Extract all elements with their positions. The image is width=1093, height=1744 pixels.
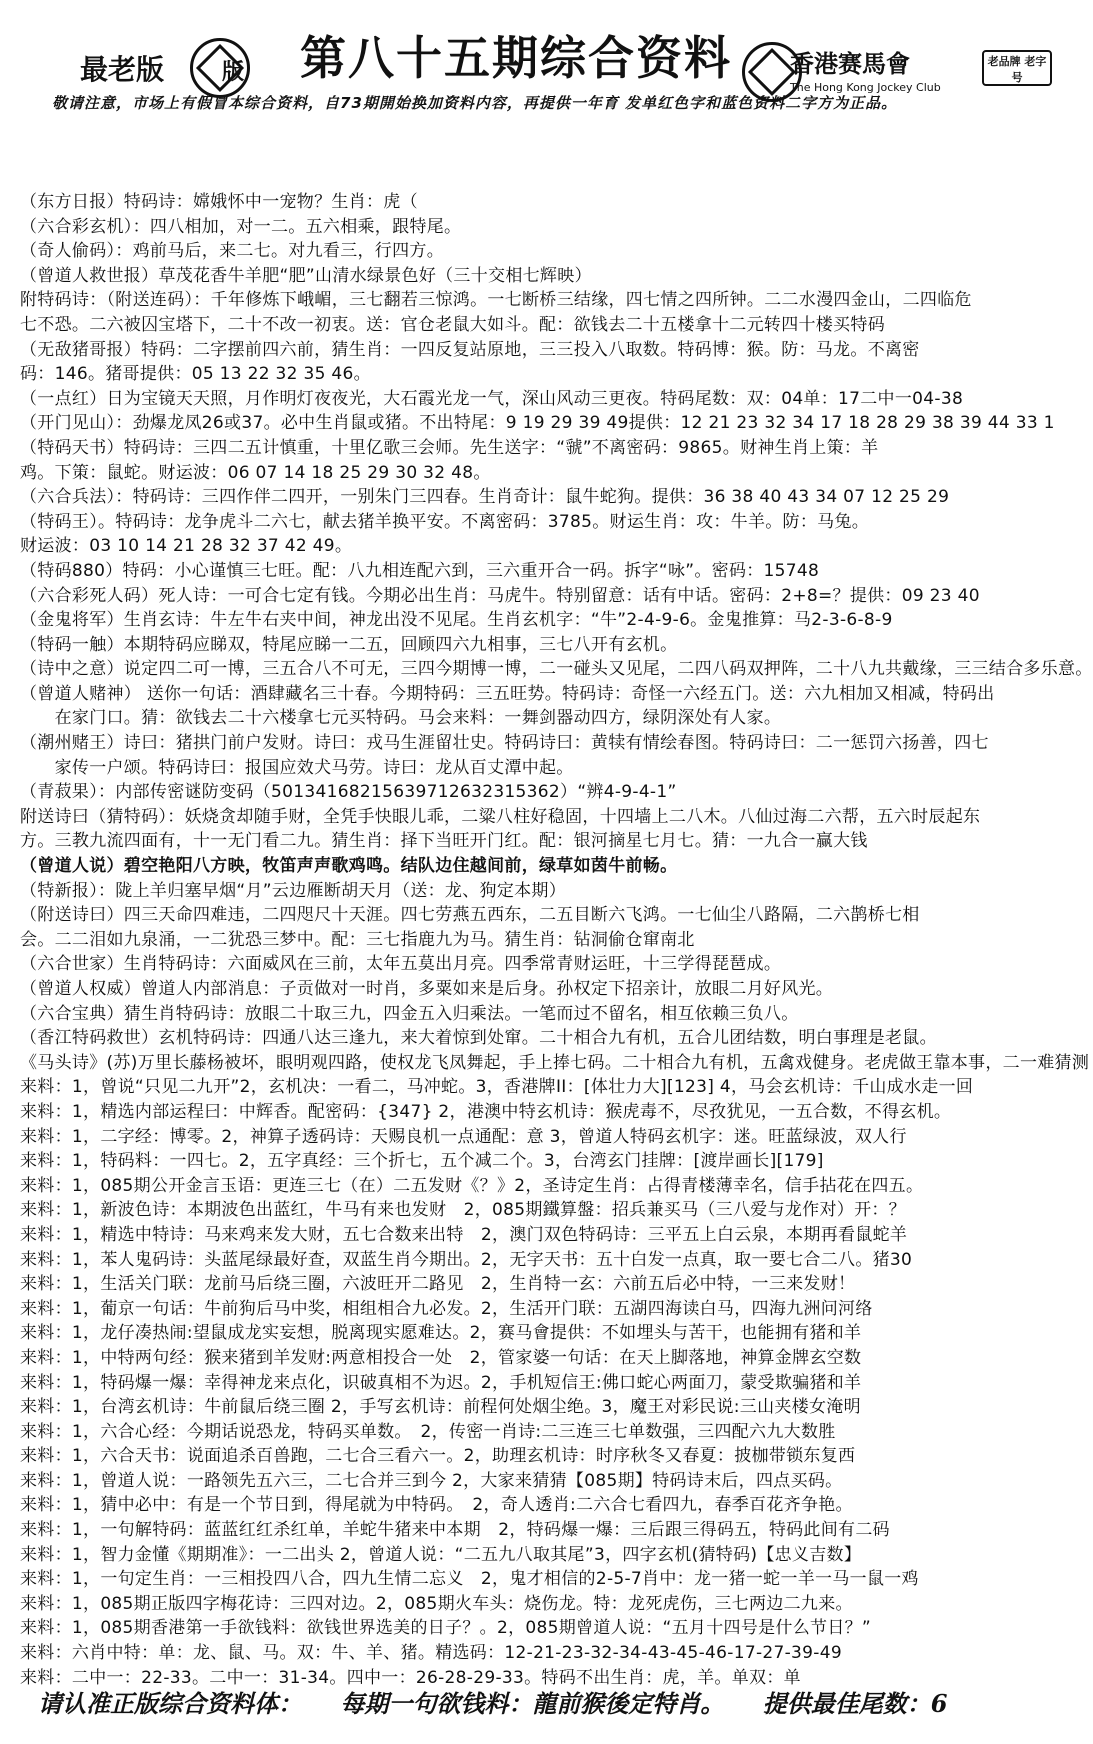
text-line: 方。三教九流四面有，十一无门看二九。猜生肖：择下当旺开门红。配：银河摘星七月七。猜：一九合一赢大钱 [20,831,868,852]
text-line: 家传一户颂。特码诗曰：报国应效犬马劳。诗曰：龙从百丈潭中起。 [20,757,574,778]
authenticity-notice: 敬请注意，市场上有假冒本综合资料，自73期開始换加资料内容，再提供一年育 发单红色字和蓝色资料二字方为正品。 [52,94,898,112]
text-line: 来料：1，葡京一句话：牛前狗后马中奖，相组相合九必发。2，生活开门联：五湖四海读白马，四海九洲问河络 [20,1298,873,1319]
text-line: （六合兵法）：特码诗：三四作伴二四开，一别朱门三四春。生肖奇计：鼠牛蛇狗。提供：36 38 40 43 34 07 12 25 29 [20,487,950,508]
text-line: （诗中之意）说定四二可一博，三五合八不可无，三四今期博一博，二一碰头又见尾，二四八码双押阵，二十八九共戴缘，三三结合多乐意。 [20,659,1093,680]
text-line: 来料：二中一：22-33。二中一：31-34。四中一：26-28-29-33。特码不出生肖：虎，羊。单双：单 [20,1667,801,1688]
text-line: 来料：1，精选内部运程曰：中辉香。配密码：{347} 2，港澳中特玄机诗：猴虎毒不，尽孜犹见，一五合数，不得玄机。 [20,1101,952,1122]
text-line: （开门见山）：劲爆龙凤26或37。必中生肖鼠或猪。不出特尾：9 19 29 39 49提供：12 21 23 32 34 17 18 28 29 38 39 44 33 1 [20,413,1055,434]
footer-right: 提供最佳尾数：6 [762,1689,948,1718]
text-line: 《马头诗》(苏)万里长藤杨被坏，眼明观四路，使权龙飞凤舞起，手上捧七码。二十相合九有机，五禽戏健身。老虎做王靠本事，二一难猜测 [20,1052,1090,1073]
text-line: 来料：1，085期公开金言玉语：更连三七（在）二五发财《？》2，圣诗定生肖：占得青楼薄幸名，信手拈花在四五。 [20,1175,924,1196]
text-line: 来料：1，特码料：一四七。2，五字真经：三个折七，五个减二个。3，台湾玄门挂牌：[渡岸画长][179] [20,1151,824,1172]
text-line: 来料：1，台湾玄机诗：牛前鼠后绕三圈 2，手写玄机诗：前程何处烟尘绝。3，魔王对彩民说:三山夹楼女淹明 [20,1397,861,1418]
brand-badge: 老品牌 老字号 [982,50,1052,86]
text-line: （曾道人赌神） 送你一句话：酒肆藏名三十春。今期特码：三五旺势。特码诗：奇怪一六经五门。送：六九相加又相减，特码出 [20,683,995,704]
text-line: （附送诗曰）四三天命四难违，二四咫尺十天涯。四七劳燕五西东，二五目断六飞鸿。一七仙尘八路隔，二六鹊桥七相 [20,905,920,926]
text-line: 财运波：03 10 14 21 28 32 37 42 49。 [20,536,353,557]
text-line: （六合彩玄机）：四八相加，对一二。五六相乘，跟特尾。 [20,216,462,237]
text-line: （东方日报）特码诗：嫦娥怀中一宠物？生肖：虎（ [20,192,418,212]
text-line: 来料：1，085期香港第一手欲钱料：欲钱世界选美的日子？。2，085期曾道人说：“五月十四号是什么节日？” [20,1618,872,1639]
footer-middle: 每期一句欲钱料：龍前猴後定特肖。 [340,1689,725,1718]
edition-tail: 版 [222,59,245,85]
masthead [0,0,1080,110]
text-line: （香江特码救世）玄机特码诗：四通八达三逢九，来大着惊到处窜。二十相合九有机，五合儿团结数，明白事理是老鼠。 [20,1028,937,1049]
text-line: （特新报）：陇上羊归塞早烟“月”云边雁断胡天月（送：龙、狗定本期） [20,880,567,901]
text-line: 来料：1，六合天书：说面追杀百兽跑，二七合三看六一。2，助理玄机诗：时序秋冬又春夏：披枷带锁东复西 [20,1446,856,1467]
text-line: 来料：1，一句定生肖：一三相投四八合，四九生情二忘义 2，鬼才相信的2-5-7肖中：龙一猪一蛇一羊一马一鼠一鸡 [20,1569,919,1590]
text-line: （特码王）。特码诗：龙争虎斗二六七，献去猪羊换平安。不离密码：3785。财运生肖：攻：牛羊。防：马兔。 [20,511,870,532]
text-line: （特码一触）本期特码应睇双，特尾应睇一二五，回顾四六九相事，三七八开有玄机。 [20,634,678,655]
text-line: （青菽果）：内部传密谜防变码（50134168215639712632315362）“辨4-9-4-1” [20,782,677,803]
content-body [20,190,1093,1688]
text-line: 来料：1，特码爆一爆：幸得神龙来点化，识破真相不为迟。2，手机短信王:佛口蛇心两面刀，蒙受欺骗猪和羊 [20,1372,862,1393]
text-line: 来料：1，085期正版四字梅花诗：三四对边。2，085期火车头：烧伤龙。特：龙死虎伤，三七两边二九来。 [20,1593,853,1614]
text-line: 会。二二泪如九泉涌，一二犹恐三梦中。配：三七指鹿九为马。猜生肖：钻洞偷仓窜南北 [20,929,695,950]
text-line: 来料：1，新波色诗：本期波色出蓝红，牛马有来也发财 2，085期鐵算盤：招兵兼买马（三八爱与龙作对）开：？ [20,1200,906,1221]
jockey-club-english: The Hong Kong Jockey Club [790,81,941,94]
text-line: 来料：1，曾说“只见二九开”2，玄机决：一看二，马冲蛇。3，香港牌II：[体壮力大][123] 4，马会玄机诗：千山成水走一回 [20,1077,974,1098]
text-line: 鸡。下策：鼠蛇。财运波：06 07 14 18 25 29 30 32 48。 [20,462,491,483]
text-line: 附特码诗：（附送连码）：千年修炼下峨嵋，三七翻若三惊鸿。一七断桥三结缘，四七情之四所钟。二二水漫四金山，二四临危 [20,290,972,311]
text-line: （曾道人说）碧空艳阳八方映，牧笛声声歌鸡鸣。结队边住越间前，绿草如茵牛前畅。 [20,856,678,877]
text-line: 来料：六肖中特：单：龙、鼠、马。双：牛、羊、猪。精选码：12-21-23-32-34-43-45-46-17-27-39-49 [20,1643,842,1664]
text-line: 来料：1，精选中特诗：马来鸡来发大财，五七合数来出特 2，澳门双色特码诗：三平五上白云泉，本期再看鼠蛇羊 [20,1224,908,1245]
text-line: （无敌猪哥报）特码：二字摆前四六前，猜生肖：一四反复站原地，三三投入八取数。特码博：猴。防：马龙。不离密 [20,339,920,360]
text-line: 来料：1，苯人鬼码诗：头蓝尾绿最好查，双蓝生肖今期出。2，无字天书：五十白发一点真，取一要七合二八。猪30 [20,1249,913,1270]
text-line: （一点红）日为宝镜天天照，月作明灯夜夜光，大石霞光龙一气，深山风动三更夜。特码尾数：双：04单：17二中一04-38 [20,388,964,409]
text-line: 来料：1，中特两句经：猴来猪到羊发财:两意相投合一处 2，管家婆一句话：在天上脚落地，神算金牌玄空数 [20,1347,862,1368]
text-line: 来料：1，龙仔凑热闹:望鼠成龙实妄想，脱离现实愿难达。2，赛马會提供：不如埋头与苦干，也能拥有猪和羊 [20,1323,862,1344]
jockey-club-logo [790,44,941,94]
text-line: 来料：1，二字经：博零。2，神算子透码诗：天赐良机一点通配：意 3，曾道人特码玄机字：迷。旺蓝绿波，双人行 [20,1126,907,1147]
text-line: 来料：1，猜中必中：有是一个节日到，得尾就为中特码。 2，奇人透肖:二六合七看四九，春季百花齐争艳。 [20,1495,853,1516]
text-line: （六合彩死人码）死人诗：一可合七定有钱。今期必出生肖：马虎牛。特别留意：话有中话。密码：2+8=？提供：09 23 40 [20,585,980,606]
text-line: 码：146。猪哥提供：05 13 22 32 35 46。 [20,364,371,385]
text-line: 来料：1，一句解特码：蓝蓝红红杀红单，羊蛇牛猪来中本期 2，特码爆一爆：三后跟三得码五，特码此间有二码 [20,1520,890,1541]
text-line: 七不恐。二六被囚宝塔下，二十不改一初衷。送：官仓老鼠大如斗。配：欲钱去二十五楼拿十二元转四十楼买特码 [20,314,885,335]
text-line: 来料：1，智力金懂《期期准》：一二出头 2，曾道人说：“二五九八取其尾”3，四字玄机(猜特码)【忠义吉数】 [20,1544,862,1565]
footer-left: 请认准正版综合资料体： [38,1689,302,1718]
text-line: 附送诗曰（猜特码）：妖烧贪却随手财，全凭手快眼儿乖，二粱八柱好稳固，十四墙上二八木。八仙过海二六帮，五六时辰起东 [20,806,981,827]
text-line: （特码天书）特码诗：三四二五计慎重，十里亿歌三会师。先生送字：“虢”不离密码：9865。财神生肖上策：羊 [20,437,879,458]
text-line: （特码880）特码：小心谨慎三七旺。配：八九相连配六到，三六重开合一码。拆字“咏”。密码：15748 [20,560,820,581]
text-line: 来料：1，六合心经：今期话说恐龙，特码买单数。 2，传密一肖诗:二三连三七单数强，三四配六九大数胜 [20,1421,836,1442]
text-line: 来料：1，生活关门联：龙前马后绕三圈，六波旺开二路见 2，生肖特一玄：六前五后必中特，一三来发财！ [20,1274,856,1295]
text-line: （奇人偷码）：鸡前马后，来二七。对九看三，行四方。 [20,241,444,262]
text-line: （曾道人权威）曾道人内部消息：子贡做对一时肖，多粟如来是后身。孙权定下招亲计，放眼二月好风光。 [20,979,834,999]
text-line: 来料：1，曾道人说：一路领先五六三，二七合并三到今 2，大家来猜猜【085期】特码诗末后，四点买码。 [20,1470,843,1491]
emblem-icon [190,38,250,98]
text-line: （潮州赌王）诗曰：猪拱门前户发财。诗曰：戎马生涯留壮史。特码诗曰：黄犊有情绘春图。特码诗曰：二一惩罚六扬善，四七 [20,733,989,754]
jockey-club-name: 香港赛馬會 [790,50,910,78]
text-line: 在家门口。猜：欲钱去二十六楼拿七元买特码。马会来料：一舞剑器动四方，绿阴深处有人家。 [20,708,782,729]
text-line: （金鬼将军）生肖玄诗：牛左牛右夹中间，神龙出没不见尾。生肖玄机字：“牛”2-4-9-6。金鬼推算：马2-3-6-8-9 [20,610,893,631]
edition-label: 最老版 版 [80,53,245,86]
text-line: （六合世家）生肖特码诗：六面威风在三前，太年五莫出月亮。四季常青财运旺，十三学得琵琶成。 [20,954,782,975]
page-title: 第八十五期综合资料 [300,31,732,85]
text-line: （曾道人救世报）草茂花香牛羊肥“肥”山清水绿景色好（三十交相七辉映） [20,265,592,286]
text-line: （六合宝典）猜生肖特码诗：放眼二十取三九，四金五入归乘法。一笔而过不留名，相互依赖三负八。 [20,1003,799,1024]
footer-banner [38,1684,1058,1719]
